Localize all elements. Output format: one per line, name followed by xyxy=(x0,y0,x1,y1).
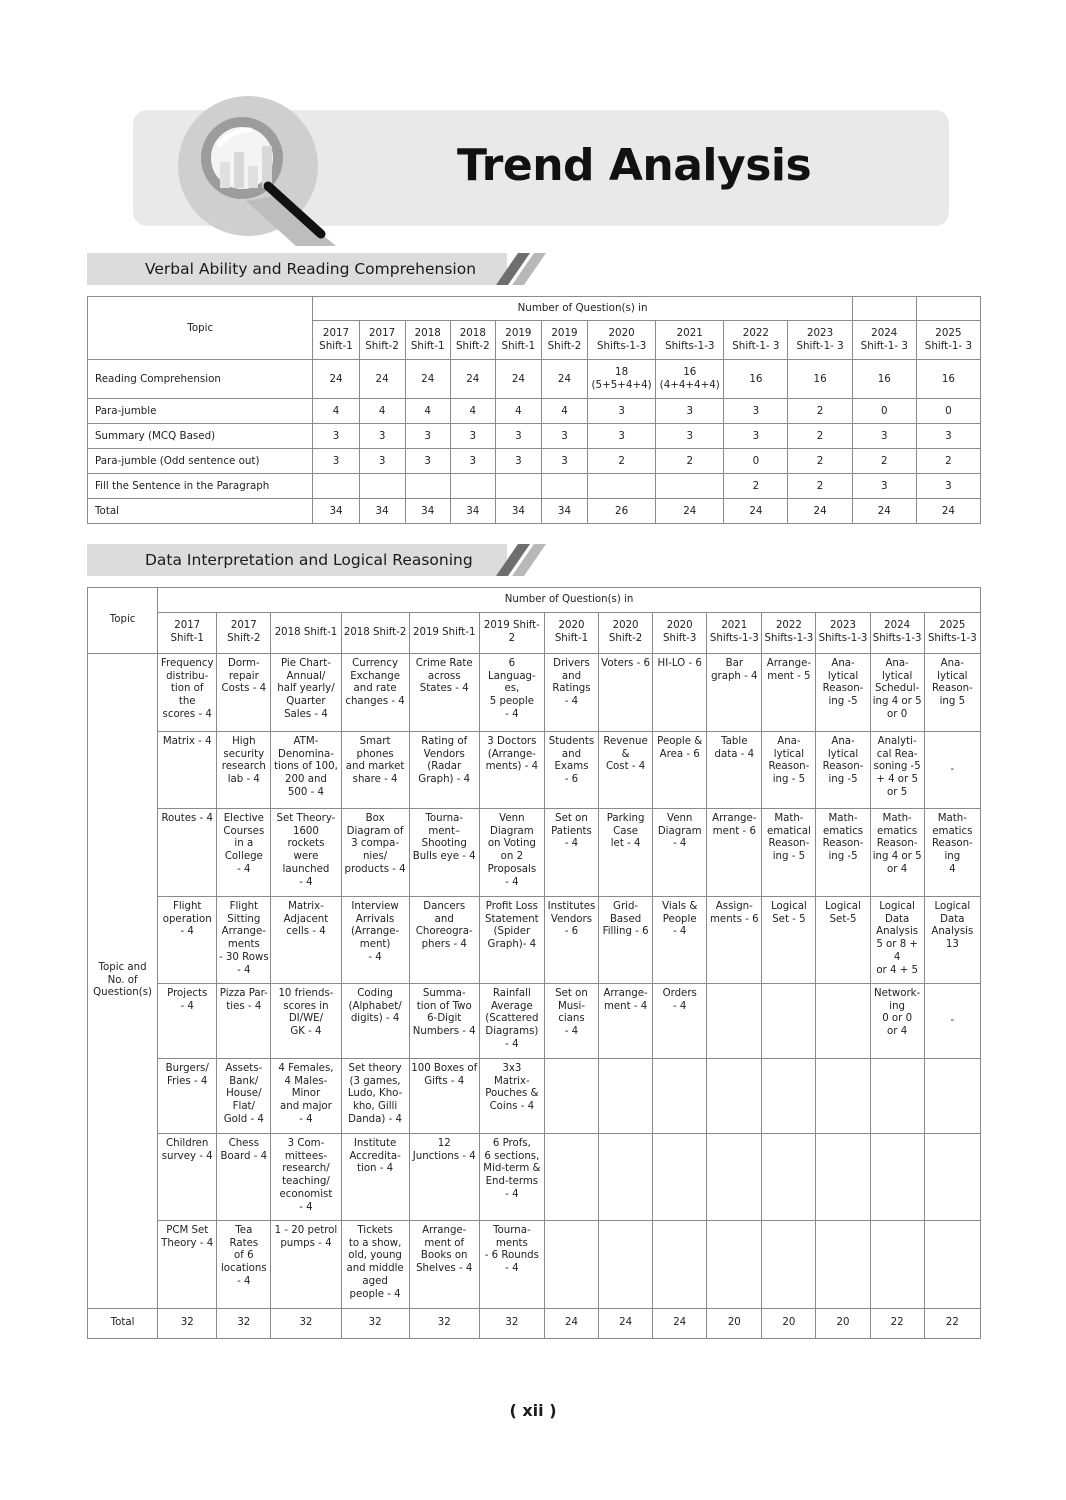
total-cell: 22 xyxy=(870,1309,924,1339)
column-header: 2017 Shift-2 xyxy=(217,613,271,654)
table-cell: 4 Females, 4 Males- Minor and major - 4 xyxy=(271,1059,341,1134)
table-cell: Math- ematics Reason- ing 4 xyxy=(924,809,980,897)
table-cell xyxy=(924,1059,980,1134)
table-cell xyxy=(816,984,870,1059)
table-cell: 16 xyxy=(724,360,788,399)
table-cell: Logical Set-5 xyxy=(816,897,870,984)
table-cell: PCM Set Theory - 4 xyxy=(158,1221,217,1309)
column-header: 2019 Shift-2 xyxy=(541,321,587,360)
table-cell: 3 Com- mittees- research/ teaching/ economist - 4 xyxy=(271,1134,341,1221)
table-cell: Parking Case let - 4 xyxy=(599,809,653,897)
total-cell: 22 xyxy=(924,1309,980,1339)
total-cell: 32 xyxy=(341,1309,409,1339)
table-cell: Currency Exchange and rate changes - 4 xyxy=(341,654,409,732)
table-cell: Math- ematics Reason- ing 4 or 5 or 4 xyxy=(870,809,924,897)
table-cell xyxy=(544,1221,598,1309)
table-cell: Rainfall Average (Scattered Diagrams) - 4 xyxy=(479,984,544,1059)
table-cell: 3 xyxy=(359,424,405,449)
table-cell xyxy=(653,1134,707,1221)
table-cell: 24 xyxy=(788,499,852,524)
page-title: Trend Analysis xyxy=(457,140,812,191)
table-cell: Set Theory- 1600 rockets were launched - 4 xyxy=(271,809,341,897)
table-cell: Logical Set - 5 xyxy=(762,897,816,984)
table-cell: 3 xyxy=(313,424,359,449)
column-header: 2023 Shift-1- 3 xyxy=(788,321,852,360)
row-topic: Para-jumble xyxy=(88,399,313,424)
table-cell: 24 xyxy=(405,360,450,399)
table-cell: 3 Doctors (Arrange- ments) - 4 xyxy=(479,732,544,809)
table-row xyxy=(88,449,981,474)
table-cell: Rating of Vendors (Radar Graph) - 4 xyxy=(409,732,479,809)
table-cell: 24 xyxy=(541,360,587,399)
table-cell: 2 xyxy=(788,424,852,449)
table-cell: 3 xyxy=(852,474,916,499)
table-row xyxy=(88,424,981,449)
table-cell: Ana- lytical Reason- ing 5 xyxy=(924,654,980,732)
column-header: 2018 Shift-2 xyxy=(341,613,409,654)
section-heading-verbal: Verbal Ability and Reading Comprehension xyxy=(87,253,507,285)
table-cell: 24 xyxy=(450,360,495,399)
table-cell: 16 xyxy=(852,360,916,399)
table-cell xyxy=(495,474,541,499)
table-cell: Burgers/ Fries - 4 xyxy=(158,1059,217,1134)
table-cell: 3 xyxy=(405,424,450,449)
table-cell: Set on Patients - 4 xyxy=(544,809,598,897)
table-cell: 24 xyxy=(313,360,359,399)
table-cell: Pizza Par- ties - 4 xyxy=(217,984,271,1059)
table-cell: 4 xyxy=(359,399,405,424)
table-cell xyxy=(762,1221,816,1309)
table-cell: 4 xyxy=(313,399,359,424)
table-cell: 6 Profs, 6 sections, Mid-term & End-terms - 4 xyxy=(479,1134,544,1221)
table-cell: Analyti- cal Rea- soning -5 + 4 or 5 or 5 xyxy=(870,732,924,809)
table-row xyxy=(88,732,981,809)
table-cell: 4 xyxy=(450,399,495,424)
table-cell: Arrange- ment - 5 xyxy=(762,654,816,732)
table-cell: Profit Loss Statement (Spider Graph)- 4 xyxy=(479,897,544,984)
table-cell: 2 xyxy=(588,449,656,474)
column-header: 2017 Shift-2 xyxy=(359,321,405,360)
table-cell xyxy=(924,1221,980,1309)
verbal-ability-table xyxy=(87,296,981,524)
table-cell xyxy=(313,474,359,499)
column-header: 2021 Shifts-1-3 xyxy=(707,613,762,654)
table-cell: 4 xyxy=(495,399,541,424)
table-cell: 4 xyxy=(405,399,450,424)
table-cell: 3 xyxy=(495,449,541,474)
table-cell: 3x3 Matrix- Pouches & Coins - 4 xyxy=(479,1059,544,1134)
table-cell: 34 xyxy=(313,499,359,524)
table-cell: Ana- lytical Reason- ing -5 xyxy=(816,732,870,809)
column-header: 2017 Shift-1 xyxy=(158,613,217,654)
table-cell: Logical Data Analysis 13 xyxy=(924,897,980,984)
table-cell: High security research lab - 4 xyxy=(217,732,271,809)
table-cell: 1 - 20 petrol pumps - 4 xyxy=(271,1221,341,1309)
table-cell: 3 xyxy=(405,449,450,474)
table-cell: Network- ing 0 or 0 or 4 xyxy=(870,984,924,1059)
row-topic: Total xyxy=(88,499,313,524)
table-cell xyxy=(816,1134,870,1221)
table-cell: 2 xyxy=(852,449,916,474)
table-cell: 3 xyxy=(916,474,980,499)
table-cell xyxy=(599,1221,653,1309)
column-header: 2018 Shift-1 xyxy=(405,321,450,360)
table-row xyxy=(88,1134,981,1221)
table-row xyxy=(88,809,981,897)
total-cell: 32 xyxy=(217,1309,271,1339)
table-cell: 3 xyxy=(541,449,587,474)
table-cell: 16 xyxy=(788,360,852,399)
column-header: 2018 Shift-2 xyxy=(450,321,495,360)
total-row xyxy=(88,1309,981,1339)
table-cell xyxy=(588,474,656,499)
table-row xyxy=(88,360,981,399)
table-cell: Revenue & Cost - 4 xyxy=(599,732,653,809)
table-cell: 3 xyxy=(495,424,541,449)
table-cell xyxy=(541,474,587,499)
table-cell: Vials & People - 4 xyxy=(653,897,707,984)
table-cell xyxy=(599,1134,653,1221)
column-header: 2021 Shifts-1-3 xyxy=(656,321,724,360)
table-cell xyxy=(707,1221,762,1309)
column-header: 2019 Shift-2 xyxy=(479,613,544,654)
table-row xyxy=(88,1059,981,1134)
magnifier-chart-icon xyxy=(176,96,336,246)
table-cell: Math- ematical Reason- ing - 5 xyxy=(762,809,816,897)
table-cell: Ana- lytical Reason- ing -5 xyxy=(816,654,870,732)
total-label: Total xyxy=(88,1309,158,1339)
table-cell xyxy=(450,474,495,499)
table-cell: Children survey - 4 xyxy=(158,1134,217,1221)
table-cell: 6 Languag- es, 5 people - 4 xyxy=(479,654,544,732)
table-cell xyxy=(924,1134,980,1221)
table-cell: Smart phones and market share - 4 xyxy=(341,732,409,809)
column-header: 2020 Shift-2 xyxy=(599,613,653,654)
table-cell: 3 xyxy=(450,424,495,449)
table-cell: 24 xyxy=(656,499,724,524)
table-cell xyxy=(653,1059,707,1134)
total-cell: 32 xyxy=(158,1309,217,1339)
group-header: Number of Question(s) in xyxy=(158,588,981,613)
table-cell: Interview Arrivals (Arrange- ment) - 4 xyxy=(341,897,409,984)
table-cell: Summa- tion of Two 6-Digit Numbers - 4 xyxy=(409,984,479,1059)
table-cell xyxy=(870,1221,924,1309)
column-header: 2025 Shifts-1-3 xyxy=(924,613,980,654)
table-cell: 34 xyxy=(495,499,541,524)
table-cell xyxy=(707,1059,762,1134)
table-cell: Matrix- Adjacent cells - 4 xyxy=(271,897,341,984)
table-cell: 10 friends- scores in DI/WE/ GK - 4 xyxy=(271,984,341,1059)
table-cell: 24 xyxy=(852,499,916,524)
column-header: 2025 Shift-1- 3 xyxy=(916,321,980,360)
table-cell: 3 xyxy=(588,424,656,449)
table-cell: 4 xyxy=(541,399,587,424)
table-cell: Institute Accredita- tion - 4 xyxy=(341,1134,409,1221)
section-stripes xyxy=(496,253,546,285)
table-cell: 24 xyxy=(359,360,405,399)
table-cell: People & Area - 6 xyxy=(653,732,707,809)
topic-header: Topic xyxy=(88,588,158,654)
table-cell: Pie Chart- Annual/ half yearly/ Quarter Sales - 4 xyxy=(271,654,341,732)
total-cell: 32 xyxy=(479,1309,544,1339)
table-cell: 3 xyxy=(450,449,495,474)
table-cell: Routes - 4 xyxy=(158,809,217,897)
table-cell: Institutes Vendors - 6 xyxy=(544,897,598,984)
table-cell xyxy=(870,1059,924,1134)
group-header: Number of Question(s) in xyxy=(313,297,852,321)
table-cell: 12 Junctions - 4 xyxy=(409,1134,479,1221)
table-cell: 24 xyxy=(916,499,980,524)
table-row xyxy=(88,897,981,984)
table-cell: Dorm- repair Costs - 4 xyxy=(217,654,271,732)
section-heading-dilr: Data Interpretation and Logical Reasoning xyxy=(87,544,507,576)
column-header: 2022 Shifts-1-3 xyxy=(762,613,816,654)
row-group-label: Topic and No. of Question(s) xyxy=(88,654,158,1309)
table-cell xyxy=(656,474,724,499)
table-cell: Bar graph - 4 xyxy=(707,654,762,732)
table-cell: Ana- lytical Schedul- ing 4 or 5 or 0 xyxy=(870,654,924,732)
table-cell: 3 xyxy=(656,424,724,449)
table-cell: 34 xyxy=(359,499,405,524)
table-cell: 34 xyxy=(541,499,587,524)
table-cell: Table data - 4 xyxy=(707,732,762,809)
total-cell: 24 xyxy=(599,1309,653,1339)
table-cell: 24 xyxy=(495,360,541,399)
table-cell: 2 xyxy=(788,399,852,424)
table-cell: 3 xyxy=(656,399,724,424)
row-topic: Fill the Sentence in the Paragraph xyxy=(88,474,313,499)
table-cell xyxy=(870,1134,924,1221)
table-cell xyxy=(762,1134,816,1221)
table-cell xyxy=(599,1059,653,1134)
table-cell xyxy=(816,1221,870,1309)
table-cell xyxy=(707,984,762,1059)
table-cell xyxy=(653,1221,707,1309)
table-cell: Arrange- ment - 4 xyxy=(599,984,653,1059)
table-cell: 3 xyxy=(588,399,656,424)
page-number: ( xii ) xyxy=(509,1401,557,1420)
table-cell: - xyxy=(924,732,980,809)
total-cell: 24 xyxy=(653,1309,707,1339)
table-cell: Projects - 4 xyxy=(158,984,217,1059)
dilr-table xyxy=(87,587,981,1339)
table-cell: - xyxy=(924,984,980,1059)
group-header-cell xyxy=(852,297,916,321)
table-cell: 3 xyxy=(541,424,587,449)
table-cell xyxy=(359,474,405,499)
table-cell: Flight operation - 4 xyxy=(158,897,217,984)
table-cell: 34 xyxy=(405,499,450,524)
column-header: 2019 Shift-1 xyxy=(495,321,541,360)
table-cell xyxy=(544,1059,598,1134)
table-cell: Tickets to a show, old, young and middle aged people - 4 xyxy=(341,1221,409,1309)
total-cell: 20 xyxy=(762,1309,816,1339)
table-cell: 16 xyxy=(916,360,980,399)
table-cell: 0 xyxy=(724,449,788,474)
row-topic: Para-jumble (Odd sentence out) xyxy=(88,449,313,474)
column-header: 2020 Shift-1 xyxy=(544,613,598,654)
column-header: 2023 Shifts-1-3 xyxy=(816,613,870,654)
table-cell: 26 xyxy=(588,499,656,524)
table-cell xyxy=(762,1059,816,1134)
table-cell: Venn Diagram - 4 xyxy=(653,809,707,897)
table-cell: Box Diagram of 3 compa- nies/ products - 4 xyxy=(341,809,409,897)
table-cell: Arrange- ment of Books on Shelves - 4 xyxy=(409,1221,479,1309)
table-cell: 16 (4+4+4+4) xyxy=(656,360,724,399)
table-cell: Chess Board - 4 xyxy=(217,1134,271,1221)
total-cell: 20 xyxy=(707,1309,762,1339)
table-cell: 2 xyxy=(916,449,980,474)
table-cell xyxy=(405,474,450,499)
row-topic: Summary (MCQ Based) xyxy=(88,424,313,449)
column-header: 2020 Shifts-1-3 xyxy=(588,321,656,360)
table-cell: HI-LO - 6 xyxy=(653,654,707,732)
table-cell: 34 xyxy=(450,499,495,524)
section-stripes xyxy=(496,544,546,576)
table-cell: Math- ematics Reason- ing -5 xyxy=(816,809,870,897)
table-cell: Students and Exams - 6 xyxy=(544,732,598,809)
table-row xyxy=(88,984,981,1059)
table-cell: Crime Rate across States - 4 xyxy=(409,654,479,732)
table-cell: Tourna- ments - 6 Rounds - 4 xyxy=(479,1221,544,1309)
table-cell: 3 xyxy=(724,399,788,424)
table-cell: 0 xyxy=(916,399,980,424)
table-cell: 3 xyxy=(916,424,980,449)
table-cell xyxy=(544,1134,598,1221)
table-cell: Assets- Bank/ House/ Flat/ Gold - 4 xyxy=(217,1059,271,1134)
table-row xyxy=(88,1221,981,1309)
table-cell: 2 xyxy=(788,474,852,499)
table-cell: ATM- Denomina- tions of 100, 200 and 500 - 4 xyxy=(271,732,341,809)
table-row xyxy=(88,399,981,424)
table-cell: 2 xyxy=(788,449,852,474)
table-row xyxy=(88,654,981,732)
table-cell: 0 xyxy=(852,399,916,424)
total-cell: 32 xyxy=(271,1309,341,1339)
table-cell: 3 xyxy=(359,449,405,474)
total-cell: 20 xyxy=(816,1309,870,1339)
table-cell: Grid- Based Filling - 6 xyxy=(599,897,653,984)
table-cell: 100 Boxes of Gifts - 4 xyxy=(409,1059,479,1134)
table-cell: Coding (Alphabet/ digits) - 4 xyxy=(341,984,409,1059)
column-header: 2020 Shift-3 xyxy=(653,613,707,654)
total-cell: 32 xyxy=(409,1309,479,1339)
table-cell: Logical Data Analysis 5 or 8 + 4 or 4 + 5 xyxy=(870,897,924,984)
table-cell: 18 (5+5+4+4) xyxy=(588,360,656,399)
table-cell: Dancers and Choreogra- phers - 4 xyxy=(409,897,479,984)
table-cell xyxy=(707,1134,762,1221)
table-cell: Elective Courses in a College - 4 xyxy=(217,809,271,897)
table-cell: Arrange- ment - 6 xyxy=(707,809,762,897)
table-cell: Flight Sitting Arrange- ments - 30 Rows - 4 xyxy=(217,897,271,984)
table-cell: Ana- lytical Reason- ing - 5 xyxy=(762,732,816,809)
table-cell: Tourna- ment– Shooting Bulls eye - 4 xyxy=(409,809,479,897)
table-row xyxy=(88,499,981,524)
table-cell xyxy=(762,984,816,1059)
column-header: 2022 Shift-1- 3 xyxy=(724,321,788,360)
table-cell: 24 xyxy=(724,499,788,524)
table-cell xyxy=(816,1059,870,1134)
table-cell: 3 xyxy=(313,449,359,474)
table-cell: Set theory (3 games, Ludo, Kho- kho, Gilli Danda) - 4 xyxy=(341,1059,409,1134)
group-header-cell xyxy=(916,297,980,321)
topic-header: Topic xyxy=(88,297,313,360)
table-cell: Drivers and Ratings - 4 xyxy=(544,654,598,732)
row-topic: Reading Comprehension xyxy=(88,360,313,399)
table-cell: Orders - 4 xyxy=(653,984,707,1059)
column-header: 2019 Shift-1 xyxy=(409,613,479,654)
table-cell: 3 xyxy=(724,424,788,449)
column-header: 2017 Shift-1 xyxy=(313,321,359,360)
column-header: 2024 Shift-1- 3 xyxy=(852,321,916,360)
table-row xyxy=(88,474,981,499)
table-cell: Set on Musi- cians - 4 xyxy=(544,984,598,1059)
column-header: 2018 Shift-1 xyxy=(271,613,341,654)
table-cell: Assign- ments - 6 xyxy=(707,897,762,984)
table-cell: Tea Rates of 6 locations - 4 xyxy=(217,1221,271,1309)
column-header: 2024 Shifts-1-3 xyxy=(870,613,924,654)
table-cell: 2 xyxy=(724,474,788,499)
table-cell: 2 xyxy=(656,449,724,474)
table-cell: 3 xyxy=(852,424,916,449)
table-cell: Venn Diagram on Voting on 2 Proposals - 4 xyxy=(479,809,544,897)
total-cell: 24 xyxy=(544,1309,598,1339)
table-cell: Matrix - 4 xyxy=(158,732,217,809)
table-cell: Frequency distribu- tion of the scores - 4 xyxy=(158,654,217,732)
table-cell: Voters - 6 xyxy=(599,654,653,732)
